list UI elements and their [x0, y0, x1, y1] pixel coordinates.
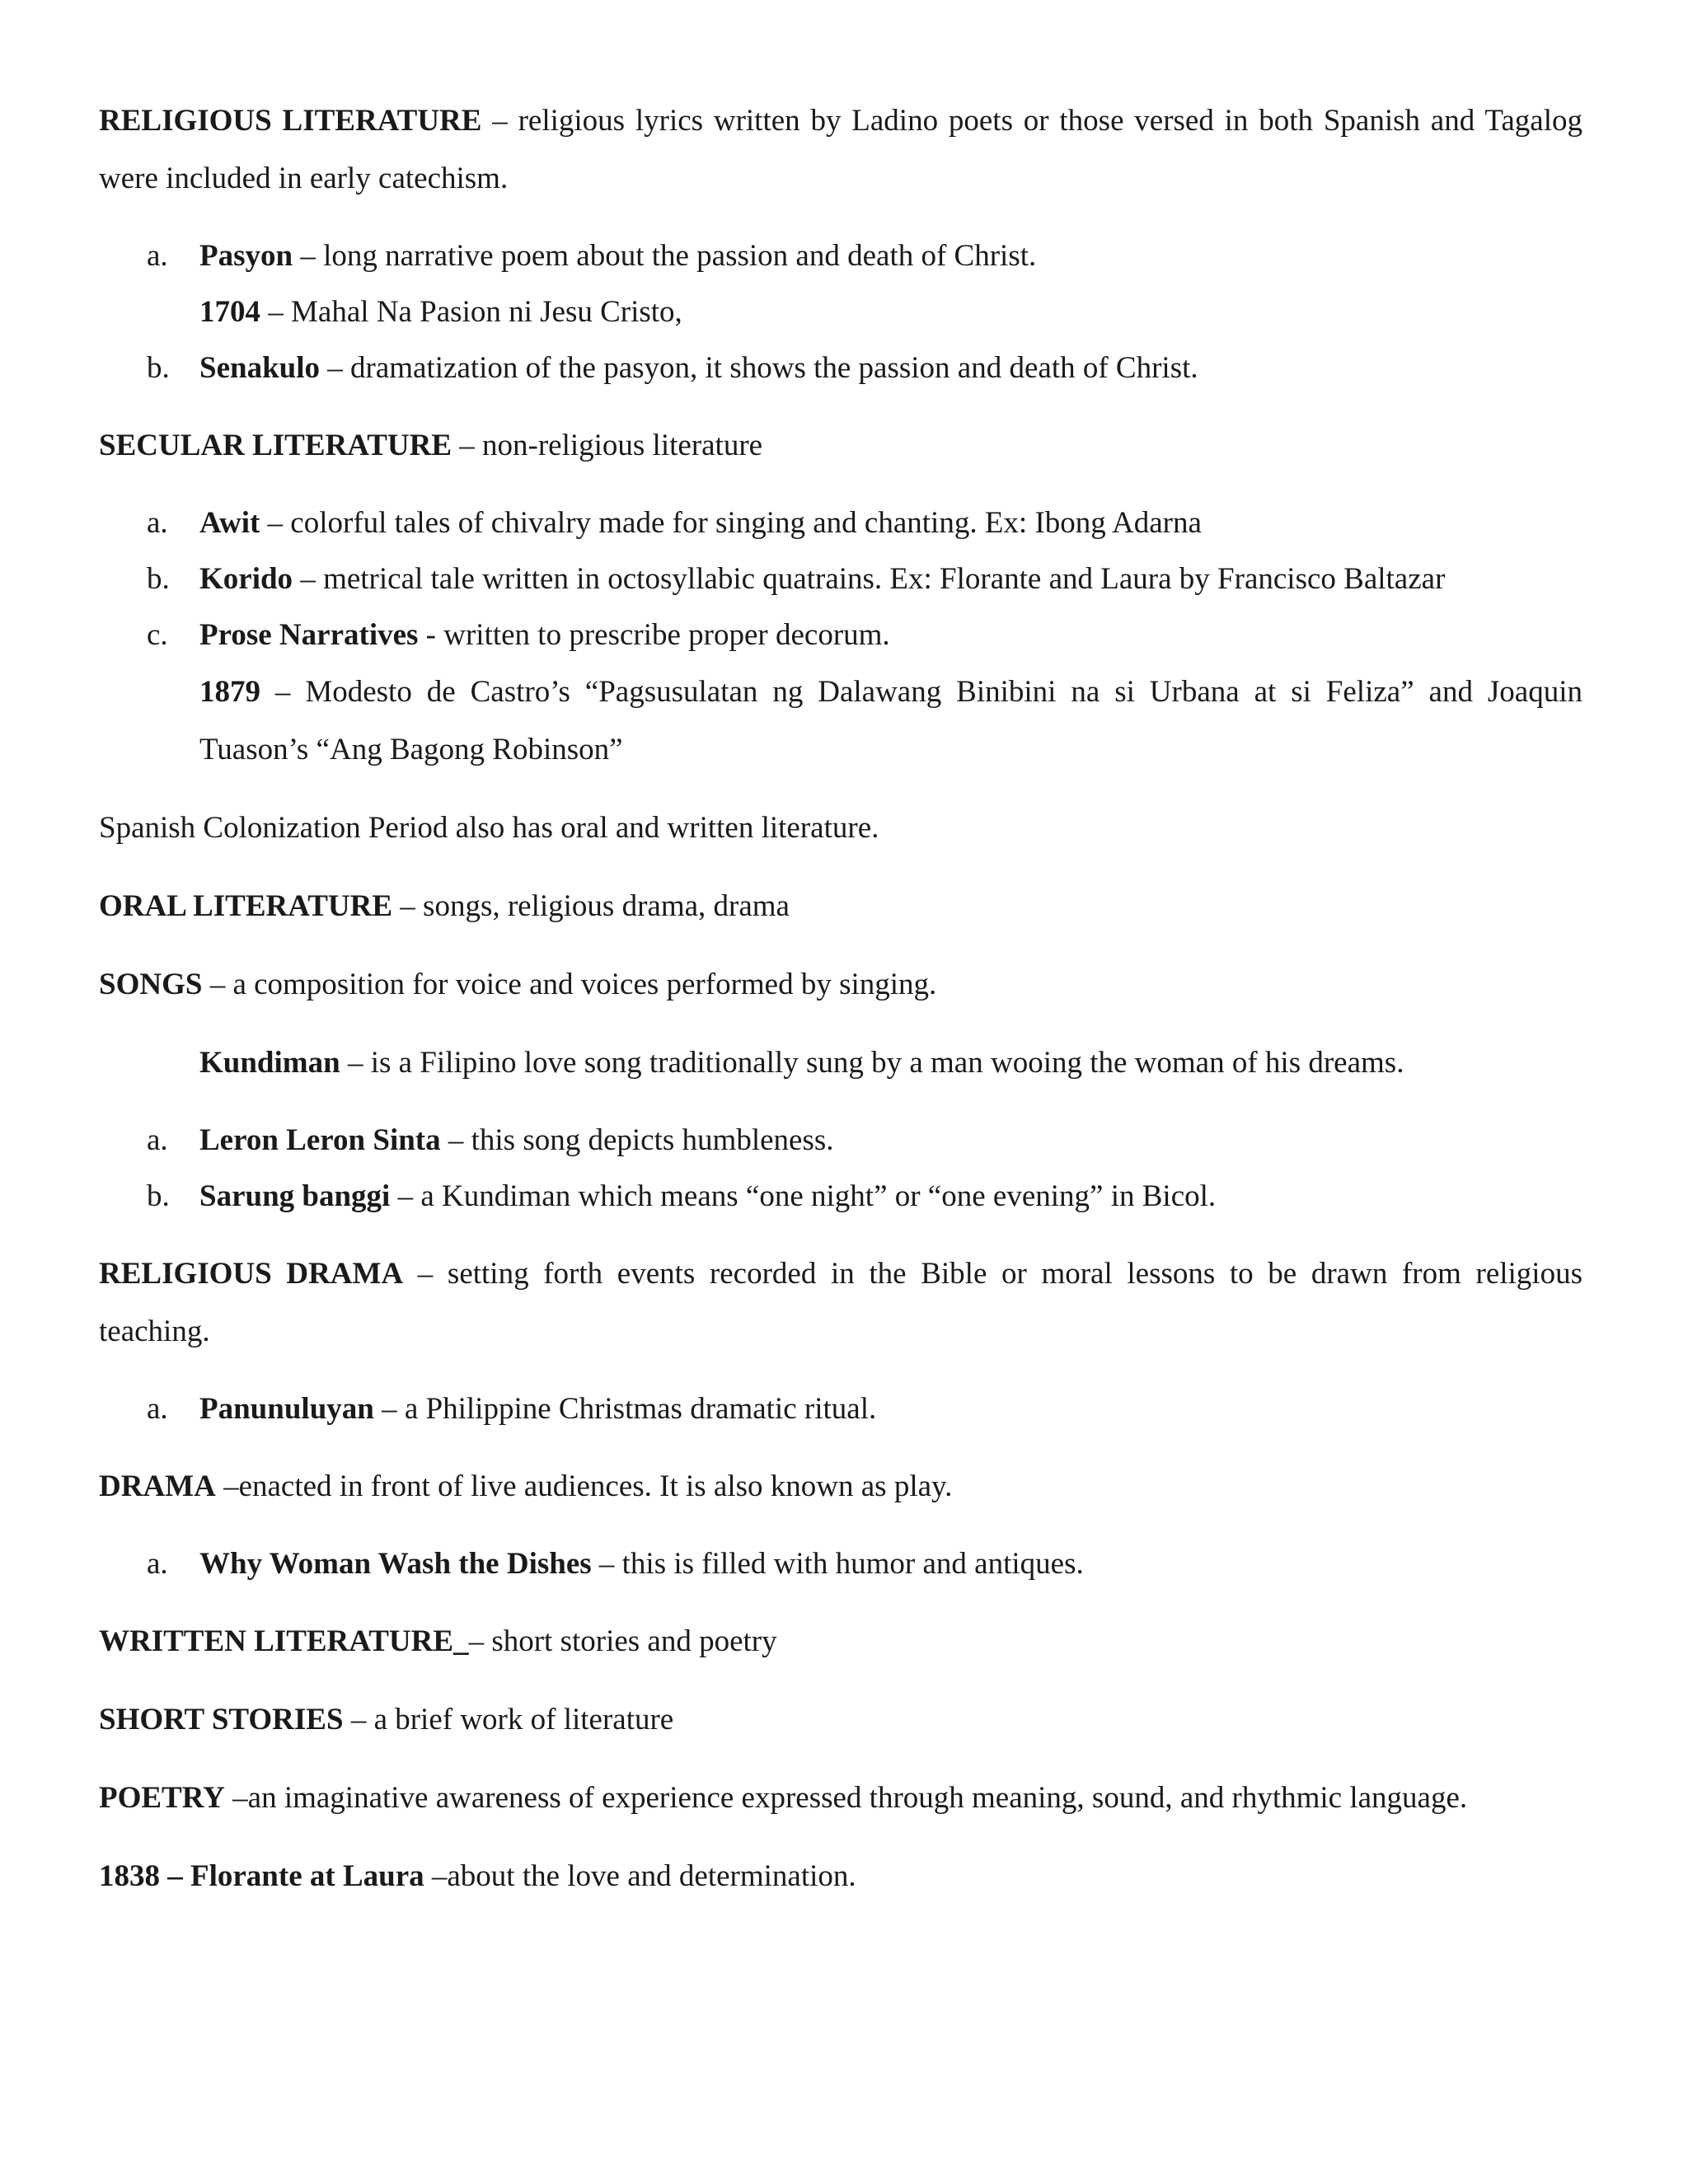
item-description: – metrical tale written in octosyllabic quatrains. Ex: Florante and Laura by Francisco Baltazar [293, 562, 1446, 596]
religious-drama-list [99, 1381, 1582, 1437]
religious-literature-section [99, 92, 1582, 208]
written-literature-section [99, 1613, 1582, 1671]
note-year: 1879 [199, 675, 260, 709]
kundiman-description: – is a Filipino love song traditionally sung by a man wooing the woman of his dreams. [340, 1046, 1404, 1080]
kundiman-term: Kundiman [199, 1046, 340, 1080]
item-description: – this is filled with humor and antiques. [591, 1547, 1084, 1581]
note-text: – Mahal Na Pasion ni Jesu Cristo, [260, 295, 682, 329]
kundiman-definition [99, 1034, 1582, 1092]
poetry-definition: –an imaginative awareness of experience expressed through meaning, sound, and rhythmic language. [224, 1781, 1468, 1815]
short-stories-section [99, 1691, 1582, 1749]
secular-literature-list [99, 495, 1582, 779]
list-marker: b. [147, 351, 170, 385]
item-description: – colorful tales of chivalry made for singing and chanting. Ex: Ibong Adarna [260, 506, 1202, 540]
list-marker: a. [147, 1392, 168, 1426]
religious-literature-heading: RELIGIOUS LITERATURE [99, 104, 482, 138]
item-term: Why Woman Wash the Dishes [199, 1547, 592, 1581]
list-item-panunuluyan [99, 1381, 1582, 1437]
list-marker: a. [147, 1547, 168, 1581]
list-item-leron-leron-sinta [99, 1113, 1582, 1169]
list-item-pasyon [99, 228, 1582, 284]
list-item-sarung-banggi [99, 1169, 1582, 1225]
item-description: – a Kundiman which means “one night” or “one evening” in Bicol. [390, 1179, 1217, 1213]
list-item-awit [99, 495, 1582, 551]
drama-list [99, 1536, 1582, 1592]
item-description: – this song depicts humbleness. [440, 1123, 834, 1157]
religious-drama-section [99, 1245, 1582, 1361]
poetry-section [99, 1769, 1582, 1827]
list-item-korido [99, 551, 1582, 607]
list-marker: b. [147, 562, 170, 596]
oral-literature-heading: ORAL LITERATURE [99, 889, 393, 923]
item-term: Sarung banggi [199, 1179, 391, 1213]
drama-heading: DRAMA [99, 1469, 216, 1503]
florante-section [99, 1848, 1582, 1905]
note-year: 1704 [199, 295, 260, 329]
short-stories-heading: SHORT STORIES [99, 1703, 344, 1736]
item-term: Awit [199, 506, 260, 540]
oral-literature-definition: – songs, religious drama, drama [392, 889, 790, 923]
religious-drama-definition: – setting forth events recorded in the Bible or moral lessons to be drawn from religious teaching. [99, 1257, 1582, 1348]
item-term: Prose Narratives [199, 618, 419, 652]
poetry-heading: POETRY [99, 1781, 225, 1815]
florante-heading: 1838 – Florante at Laura [99, 1859, 424, 1893]
written-literature-heading: WRITTEN LITERATURE_ [99, 1624, 469, 1658]
list-item-senakulo [99, 340, 1582, 396]
pasyon-year-note [99, 284, 1582, 340]
spanish-period-note: Spanish Colonization Period also has oral and written literature. [99, 811, 879, 845]
item-term: Pasyon [199, 239, 293, 273]
item-description: - written to prescribe proper decorum. [418, 618, 890, 652]
songs-list [99, 1113, 1582, 1225]
secular-literature-heading: SECULAR LITERATURE [99, 429, 452, 462]
songs-section [99, 956, 1582, 1014]
item-description: – a Philippine Christmas dramatic ritual. [373, 1392, 877, 1426]
religious-drama-heading: RELIGIOUS DRAMA [99, 1257, 404, 1291]
item-term: Korido [199, 562, 293, 596]
drama-section [99, 1458, 1582, 1516]
list-marker: c. [147, 618, 168, 652]
short-stories-definition: – a brief work of literature [343, 1703, 674, 1736]
list-marker: b. [147, 1179, 170, 1213]
note-text: – Modesto de Castro’s “Pagsusulatan ng Dalawang Binibini na si Urbana at si Feliza” and Joaquin Tuason’s “Ang Bagong Robinson” [199, 675, 1582, 766]
religious-literature-definition: – religious lyrics written by Ladino poets or those versed in both Spanish and Tagalog were included in early catechism. [99, 104, 1582, 195]
religious-literature-list [99, 228, 1582, 396]
drama-definition: –enacted in front of live audiences. It is also known as play. [215, 1469, 953, 1503]
songs-heading: SONGS [99, 968, 203, 1001]
florante-definition: –about the love and determination. [424, 1859, 856, 1893]
secular-literature-definition: – non-religious literature [452, 429, 763, 462]
list-marker: a. [147, 506, 168, 540]
songs-definition: – a composition for voice and voices performed by singing. [202, 968, 937, 1001]
list-item-prose-narratives [99, 607, 1582, 663]
document-page [99, 92, 1582, 1926]
item-term: Panunuluyan [199, 1392, 374, 1426]
oral-literature-section [99, 878, 1582, 935]
item-term: Leron Leron Sinta [199, 1123, 441, 1157]
list-marker: a. [147, 239, 168, 273]
item-term: Senakulo [199, 351, 321, 385]
prose-year-note [99, 663, 1582, 779]
item-description: – long narrative poem about the passion and death of Christ. [293, 239, 1037, 273]
written-literature-definition: – short stories and poetry [468, 1624, 777, 1658]
list-marker: a. [147, 1123, 168, 1157]
secular-literature-section [99, 417, 1582, 475]
list-item-why-woman-wash-the-dishes [99, 1536, 1582, 1592]
item-description: – dramatization of the pasyon, it shows the passion and death of Christ. [320, 351, 1198, 385]
